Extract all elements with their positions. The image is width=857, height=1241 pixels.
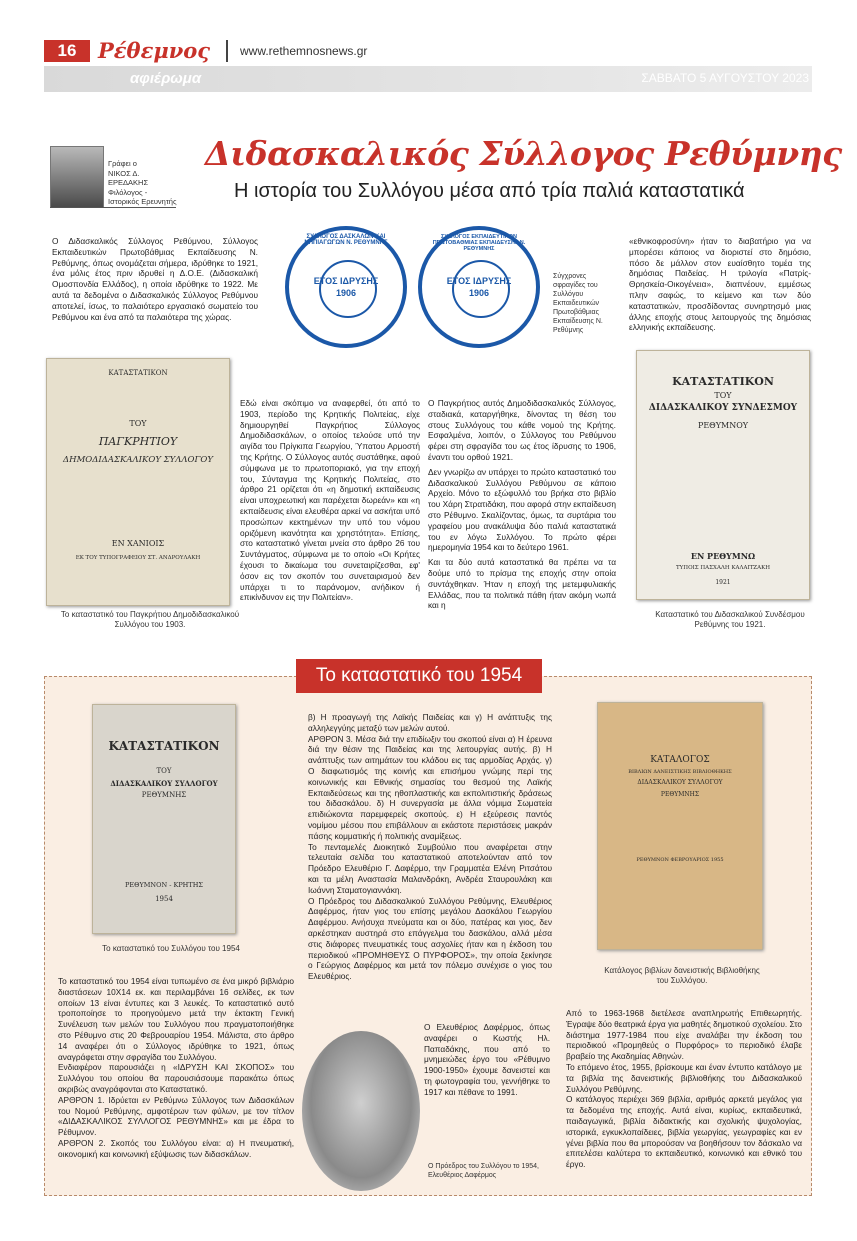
seal-caption: Σύγχρονες σφραγίδες του Συλλόγου Εκπαιδευτικών Πρωτοβάθμιας Εκπαίδευσης Ν. Ρεθύμνης [553,273,603,334]
box-left-paragraph-4: ΑΡΘΡΟΝ 2. Σκοπός του Συλλόγου είναι: α) Η πνευματική, οικονομική και κοινωνική εξύψωσις των διδασκάλων. [58,1137,294,1159]
doc3-year: 1954 [155,895,173,903]
doc1-caption: Το καταστατικό του Παγκρήτιου Δημοδιδασκαλικού Συλλόγου του 1903. [60,610,240,629]
catalog-1955-image [597,702,763,950]
dafermos-portrait [302,1031,420,1191]
portrait-caption: Ο Πρόεδρος του Συλλόγου το 1954, Ελευθέριος Δαφέρμος [428,1163,539,1179]
article-paragraph-5: Και τα δύο αυτά καταστατικά θα πρέπει να τα δούμε υπό το πρίσμα της εποχής στην οποία συντάχθηκαν. Ήταν η εποχή της μετεμφυλιακής Ελλάδας, που τα πολιτικά πάθη ήταν ακόμη νωπά και η [428,557,616,611]
doc2-header: ΚΑΤΑΣΤΑΤΙΚΟΝ [672,375,774,388]
doc2-caption: Καταστατικό του Διδασκαλικού Συνδέσμου Ρεθύμνης του 1921. [655,610,805,629]
box-left-paragraph-1: Το καταστατικό του 1954 είναι τυπωμένο σε ένα μικρό βιβλιάριο διαστάσεων 10Χ14 εκ. και περιλαμβάνει 16 σελίδες, εκ των οποίων 13 είναι έντυπες και 3 λευκές. Το καταστατικό αυτό τροποποίησε το προηγούμενο μετά την έκτακτη Γενική Συνέλευση των μελών του Συλλόγου που πραγματοποιήθηκε στο Ρέθυμνο στις 20 Φεβρουαρίου 1954. Μάλιστα, στο άρθρο 14 αναφέρει ότι ο Σύλλογος ιδρύθηκε το 1921, όπως αναγράφεται στην σφραγίδα του Συλλόγου. [58,976,294,1062]
box-text-middle [308,712,552,982]
doc2-place: ΕΝ ΡΕΘΥΜΝΩ [690,551,756,561]
doc3-caption: Το καταστατικό του Συλλόγου του 1954 [102,944,240,953]
catalog-line1: ΚΑΤΑΛΟΓΟΣ [650,755,710,765]
page-number: 16 [44,40,90,62]
seal-2 [418,226,540,348]
box-left-paragraph-3: ΑΡΘΡΟΝ 1. Ιδρύεται εν Ρεθύμνω Σύλλογος των Διδασκάλων του Νομού Ρεθύμνης, αμφοτέρων των φύλων, με τον τίτλον «ΔΙΔΑΣΚΑΛΙΚΟΣ ΣΥΛΛΟΓΟΣ ΡΕΘΥΜΝΗΣ» και με έδρα το Ρέθυμνον. [58,1094,294,1138]
doc3-line1: ΚΑΤΑΣΤΑΤΙΚΟΝ [108,739,220,753]
catalog-footer: ΡΕΘΥΜΝΟΝ ΦΕΒΡΟΥΑΡΙΟΣ 1955 [636,857,724,863]
header-divider [226,40,228,62]
doc2-line2: ΔΙΔΑΣΚΑΛΙΚΟΥ ΣΥΝΔΕΣΜΟΥ [648,403,798,413]
author-name: ΝΙΚΟΣ Δ. ΕΡΕΔΑΚΗΣ [108,168,149,187]
article-paragraph-6: «εθνικοφροσύνη» ήταν το διαβατήριο για να μπορέσει κάποιος να διοριστεί στο δημόσιο, πόσο δε μάλλον στον ευαίσθητο τομέα της δημόσιας Παιδείας. Η τριλογία «Πατρίς-Θρησκεία-Οικογένεια», διαπνέουν, εμμέσως πλην σαφώς, το κείμενο και των δύο καταστατικών, προσδίδοντας συνηρτησμό μιας άλλης εποχής στους λειτουργούς της δημόσιας ελληνικής εκπαίδευσης. [629,236,811,333]
article-paragraph-3: Ο Παγκρήτιος αυτός Δημοδιδασκαλικός Σύλλογος, σταδιακά, καταργήθηκε, δίνοντας τη θέση του στους Συλλόγους του κάθε νομού της Κρήτης. Εσφαλμένα, λοιπόν, ο Σύλλογος του Ρεθύμνου φέρει στη σφραγίδα του ως έτος ίδρυσης το 1906, έναντι του ορθού 1921. [428,398,616,462]
statute-1954-image [92,704,236,934]
box-mid-paragraph-4: Ο Πρόεδρος του Διδασκαλικού Συλλόγου Ρεθύμνης, Ελευθέριος Δαφέρμος, ήταν γιος του επίσης μεγάλου Δασκάλου Γεωργίου Δαφέρμου. Ανήσυχα πνεύματα και οι δύο, πατέρας και γιος, δεν αρκέστηκαν αυστηρά στο επάγγελμα του δασκάλου, αλλά μέσα στις διάφορες πνευματικές τους ασχολίες ήταν και η έκδοση του περιοδικού «ΠΡΟΜΗΘΕΥΣ Ο ΠΥΡΦΟΡΟΣ», την οποία ξεκίνησε ο Γεώργιος Δαφέρμος και μετά τον πόλεμο συνέχισε ο γιος του Ελευθέριος. [308,895,552,982]
doc2-line3: ΡΕΘΥΜΝΟΥ [697,421,749,430]
doc1-header: ΚΑΤΑΣΤΑΤΙΚΟΝ [108,369,168,377]
box-mid-paragraph-2: ΑΡΘΡΟΝ 3. Μέσα διά την επιδίωξιν του σκοπού είναι α) Η έρευνα διά την θέσιν της Παιδείας και της λειτουργίας αυτής. β) Η ανάπτυξις των αιτημάτων του κλάδου εις τας αρμοδίας Αρχάς. γ) Ο διαφωτισμός της κοινής και επισήμου γνώμης περί της κοινωνικής και Εθνικής σημασίας του θεσμού της Λαϊκής Εκπαιδεύσεως και της ηθοπλαστικής και εκπολιτιστικής δράσεως του διδασκάλου. δ) Η συνεργασία με άλλα νόμιμα Σωματεία επιδιώκοντα παρεμφερείς σκοπούς. ε) Η εξεύρεσις παντός νομίμου μέσου που επιβάλλουν αι εκάστοτε περιστάσεις μακράν πάσης κομματικής ή πολιτικής αναμίξεως. [308,733,552,841]
author-role: Φιλόλογος - Ιστορικός Ερευνητής [108,187,177,206]
box-right-paragraph-2: Το επόμενο έτος, 1955, βρίσκουμε και έναν έντυπο κατάλογο με τα βιβλία της δανειστικής βιβλιοθήκης του Διδασκαλικού Συλλόγου Ρεθύμνης. [566,1061,802,1094]
author-photo [50,146,104,208]
seal-2-year-label: ΕΤΟΣ ΙΔΡΥΣΗΣ [446,276,512,286]
article-subtitle: Η ιστορία του Συλλόγου μέσα από τρία παλιά καταστατικά [234,180,745,202]
seal-2-text: ΣΥΛΛΟΓΟΣ ΕΚΠΑΙΔΕΥΤΙΚΩΝ ΠΡΩΤΟΒΑΘΜΙΑΣ ΕΚΠΑΙΔΕΥΣΗΣ Ν. ΡΕΘΥΜΝΗΣ [432,234,526,252]
statute-1903-image [46,358,230,606]
box-mid-paragraph-3: Το πενταμελές Διοικητικό Συμβούλιο που αναφέρεται στην τελευταία σελίδα του καταστατικού αποτελούνταν από τον Πρόεδρο Ελευθέριο Γ. Δαφέρμο, την Γραμματέα Ελένη Ριτσάτου και τα μέλη Αναστασία Μαλανδράκη, Ανδρέα Σταυρουλάκη και Ιωάννη Σταματογιαννάκη. [308,841,552,895]
article-paragraph-1: Ο Διδασκαλικός Σύλλογος Ρεθύμνου, Σύλλογος Εκπαιδευτικών Πρωτοβάθμιας Εκπαίδευσης Ν. Ρεθύμνης, όπως ονομάζεται σήμερα, ιδρύθηκε το 1921, ένα μόλις έτος πριν ιδρυθεί η Δ.Ο.Ε. (Διδασκαλική Ομοσπονδία Ελλάδος), η οποία ιδρύθηκε το 1922. Με αυτά τα δεδομένα ο Διδασκαλικός Σύλλογος Ρεθύμνου αποτελεί, ίσως, το παλαιότερο εργασιακό σωματείο του Ρεθύμνου και ένα από τα παλαιότερα της χώρας. [52,236,258,322]
seal-1-year: 1906 [335,288,357,298]
doc1-line1: ΤΟΥ [129,419,147,428]
doc2-year: 1921 [715,579,731,586]
box-text-right [566,1008,802,1170]
article-paragraph-2: Εδώ είναι σκόπιμο να αναφερθεί, ότι από το 1903, περίοδο της Κρητικής Πολιτείας, είχε δημιουργηθεί Παγκρήτιος Σύλλογος Δημοδιδασκάλων, ο οποίος τελούσε υπό την αιγίδα του Πρίγκιπα Γεωργίου, Ύπατου Αρμοστή της Κρήτης. Ο Σύλλογος αυτός συστάθηκε, αφού σύμφωνα με το πρωτοποριακό, για την εποχή του, Σύνταγμα της Κρητικής Πολιτείας, στο άρθρο 21 ορίζεται ότι «η δημοτική εκπαίδευσις είναι υποχρεωτική και παρέχεται δωρεάν» και «η εκπαίδευσις είναι ελευθέρα αρκεί να ασκήται υπό προσώπων κεκτημένων την υπό του νόμου οριζόμενη ικανότητα και χρηστότητα». Επίσης, στο καταστατικό γίνεται μνεία στο άρθρο 26 του Συντάγματος, σύμφωνα με το οποίο «Οι Κρήτες έχουσι το δικαίωμα του συνεταιρίζεσθαι, εφ' όσον εις τον σκοπόν του συνεταιρισμού δεν υπάρχει τι το παράνομον, ανήδικον ή επικίνδυνον εις την Πολιτείαν». [240,398,420,603]
newspaper-logo: Ρέθεμνος [98,38,211,63]
doc3-place: ΡΕΘΥΜΝΟΝ - ΚΡΗΤΗΣ [125,881,203,889]
seal-1-text: ΣΥΛΛΟΓΟΣ ΔΑΣΚΑΛΩΝ ΚΑΙ ΝΗΠΙΑΓΩΓΩΝ Ν. ΡΕΘΥΜΝΗΣ [304,234,388,246]
doc3-line4: ΡΕΘΥΜΝΗΣ [141,791,187,799]
box-text-left [58,976,294,1160]
catalog-line3: ΔΙΔΑΣΚΑΛΙΚΟΥ ΣΥΛΛΟΓΟΥ [637,779,723,786]
doc3-line3: ΔΙΔΑΣΚΑΛΙΚΟΥ ΣΥΛΛΟΓΟΥ [110,779,218,788]
doc1-printer: ΕΚ ΤΟΥ ΤΥΠΟΓΡΑΦΕΙΟΥ ΣΤ. ΑΝΔΡΟΥΛΑΚΗ [75,555,201,561]
box-mid-paragraph-5: Ο Ελευθέριος Δαφέρμος, όπως αναφέρει ο Κωστής Ηλ. Παπαδάκης, που από το μνημειώδες έργο του «Ρέθυμνο 1900-1950» έχουμε δανειστεί και τη φωτογραφία του, γεννήθηκε το 1917 και πέθανε το 1991. [424,1022,550,1097]
catalog-caption: Κατάλογος βιβλίων δανειστικής Βιβλιοθήκης του Συλλόγου. [604,966,760,985]
catalog-line2: ΒΙΒΛΙΩΝ ΔΑΝΕΙΣΤΙΚΗΣ ΒΙΒΛΙΟΘΗΚΗΣ [628,769,732,775]
issue-date: ΣΑΒΒΑΤΟ 5 ΑΥΓΟΥΣΤΟΥ 2023 [641,71,809,85]
seal-1 [285,226,407,348]
article-text-col3 [428,398,616,611]
doc1-line2: ΠΑΓΚΡΗΤΙΟΥ [98,435,178,448]
doc3-line2: ΤΟΥ [156,767,172,775]
doc1-line3: ΔΗΜΟΔΙΔΑΣΚΑΛΙΚΟΥ ΣΥΛΛΟΓΟΥ [63,455,213,465]
box-title: Το καταστατικό του 1954 [296,659,542,693]
article-title: Διδασκαλικός Σύλλογος Ρεθύμνης [205,134,842,173]
author-label: Γράφει ο [108,159,137,168]
doc1-place: ΕΝ ΧΑΝΙΟΙΣ [111,539,165,548]
author-byline [108,159,178,207]
section-name: αφιέρωμα [130,70,202,87]
website-url[interactable]: www.rethemnosnews.gr [240,44,368,58]
article-paragraph-4: Δεν γνωρίζω αν υπάρχει το πρώτο καταστατικό του Διδασκαλικού Συλλόγου Ρεθύμνου σε κάποιο Αρχείο. Μόνο το εξώφυλλό του βρήκα στο βιβλίο του Χάρη Στρατιδάκη, που αφορά στην εκπαίδευση στο Ρέθυμνο. Σκαλίζοντας, όμως, τα συρτάρια του γραφείου μου ανακάλυψα δύο παλιά καταστατικά του εν λόγω Συλλόγου. Το πρώτο φέρει ημερομηνία 1954 και το δεύτερο 1961. [428,466,616,553]
box-right-paragraph-1: Από το 1963-1968 διετέλεσε αναπληρωτής Επιθεωρητής. Έγραψε δύο θεατρικά έργα για μαθητές δημοτικού σχολείου. Στο διάστημα 1977-1984 που είχε αναλάβει την έκδοση του περιοδικού «Προμηθεύς ο Πυρφόρος» το περιοδικό έλαβε βραβείο της Ακαδημίας Αθηνών. [566,1008,802,1062]
box-mid-paragraph-1: β) Η προαγωγή της Λαϊκής Παιδείας και γ) Η ανάπτυξις της αλληλεγγύης μεταξύ των μελών αυτού. [308,712,552,733]
statute-1921-image [636,350,810,600]
seal-2-year: 1906 [468,288,490,298]
seal-1-year-label: ΕΤΟΣ ΙΔΡΥΣΗΣ [313,276,379,286]
doc2-printer: ΤΥΠΟΙΣ ΠΑΣΧΑΛΗ ΚΑΛΑΙΤΖΑΚΗ [675,565,771,571]
catalog-line4: ΡΕΘΥΜΝΗΣ [660,791,700,798]
author-divider [50,207,176,208]
box-left-paragraph-2: Ενδιαφέρον παρουσιάζει η «ΙΔΡΥΣΗ ΚΑΙ ΣΚΟΠΟΣ» του Συλλόγου του οποίου θα παρουσιάσουμε παρακάτω όπως ακριβώς αναγράφονται στο Καταστατικό. [58,1062,294,1094]
box-right-paragraph-3: Ο κατάλογος περιέχει 369 βιβλία, αριθμός αρκετά μεγάλος για τα δεδομένα της εποχής. Αυτά είναι, κυρίως, εκπαιδευτικά, παιδαγωγικά, βιβλία διδακτικής και σχολικής ψυχολογίας, ιστορικά, εγκυκλοπαίδειες, βιβλία γεωργίας, γεωγραφίες και εν γένει βιβλία που θα μπορούσαν να βοηθήσουν τον δάσκαλο να επιτελέσει καλύτερα το εκπαιδευτικό, κοινωνικό και εθνικό του έργο. [566,1094,802,1170]
doc2-line1: ΤΟΥ [714,391,732,400]
